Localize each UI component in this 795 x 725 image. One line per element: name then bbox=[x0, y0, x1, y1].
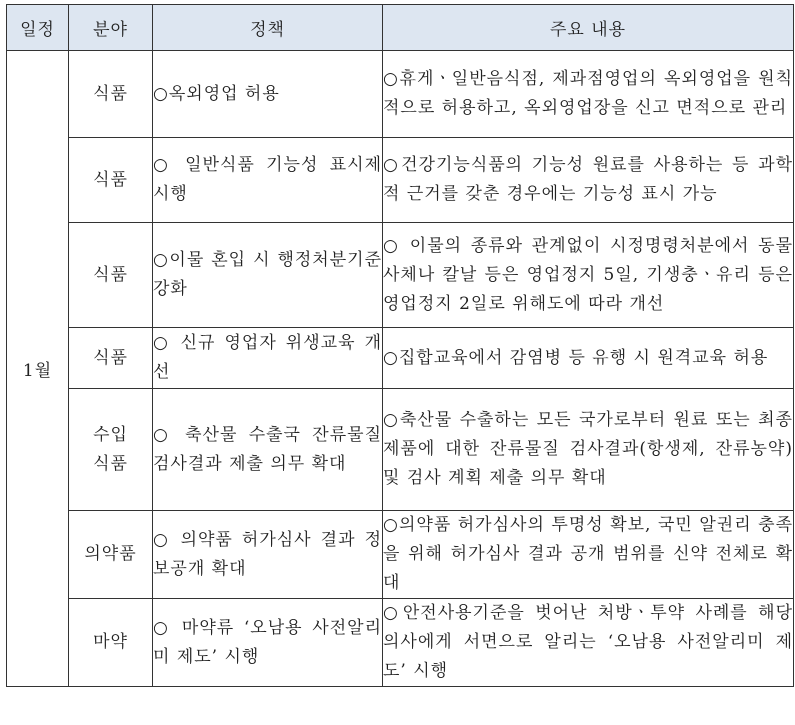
month-cell: 1월 bbox=[7, 51, 69, 687]
content-cell bbox=[383, 223, 794, 328]
field-cell: 식품 bbox=[69, 138, 153, 223]
policy-cell bbox=[153, 223, 383, 328]
content-cell bbox=[383, 51, 794, 138]
content-cell bbox=[383, 389, 794, 511]
policy-schedule-table bbox=[6, 4, 794, 687]
header-content: 주요 내용 bbox=[383, 5, 794, 51]
content-text: 이물의 종류와 관계없이 시정명령처분에서 동물 사체나 칼날 등은 영업정지 5일, 기생충ㆍ유리 등은 영업정지 2일로 위해도에 따라 개선 bbox=[383, 235, 793, 314]
table-row bbox=[7, 223, 794, 328]
bullet-mark: ○ bbox=[153, 333, 172, 353]
bullet-mark: ○ bbox=[383, 410, 400, 430]
field-cell: 식품 bbox=[69, 51, 153, 138]
bullet-mark: ○ bbox=[153, 529, 172, 550]
policy-text: 의약품 허가심사 결과 정보공개 확대 bbox=[153, 529, 382, 579]
content-cell bbox=[383, 511, 794, 599]
table-row bbox=[7, 328, 794, 389]
table-row bbox=[7, 389, 794, 511]
policy-text: 신규 영업자 위생교육 개선 bbox=[153, 333, 382, 382]
field-cell: 식품 bbox=[69, 223, 153, 328]
field-cell: 의약품 bbox=[69, 511, 153, 599]
field-cell: 수입 식품 bbox=[69, 389, 153, 511]
header-field: 분야 bbox=[69, 5, 153, 51]
content-text: 의약품 허가심사의 투명성 확보, 국민 알권리 충족을 위해 허가심사 결과 공개 범위를 신약 전체로 확대 bbox=[383, 515, 793, 593]
bullet-mark: ○ bbox=[153, 617, 173, 638]
field-cell: 식품 bbox=[69, 328, 153, 389]
table-row bbox=[7, 138, 794, 223]
bullet-mark: ○ bbox=[383, 347, 399, 368]
policy-text: 일반식품 기능성 표시제 시행 bbox=[153, 155, 382, 204]
bullet-mark: ○ bbox=[383, 235, 402, 256]
table-row bbox=[7, 511, 794, 599]
bullet-mark: ○ bbox=[383, 515, 399, 535]
bullet-mark: ○ bbox=[383, 155, 402, 175]
header-row bbox=[7, 5, 794, 51]
policy-cell bbox=[153, 328, 383, 389]
content-text: 건강기능식품의 기능성 원료를 사용하는 등 과학적 근거를 갖춘 경우에는 기능성 표시 가능 bbox=[383, 155, 793, 204]
content-cell bbox=[383, 328, 794, 389]
table-row bbox=[7, 599, 794, 687]
content-text: 휴게ㆍ일반음식점, 제과점영업의 옥외영업을 원칙적으로 허용하고, 옥외영업장을 신고 면적으로 관리 bbox=[383, 69, 793, 118]
content-text: 집합교육에서 감염병 등 유행 시 원격교육 허용 bbox=[398, 347, 769, 368]
policy-text: 옥외영업 허용 bbox=[168, 83, 280, 104]
policy-cell bbox=[153, 138, 383, 223]
policy-cell bbox=[153, 511, 383, 599]
field-cell: 마약 bbox=[69, 599, 153, 687]
bullet-mark: ○ bbox=[153, 424, 174, 445]
policy-cell bbox=[153, 599, 383, 687]
bullet-mark: ○ bbox=[383, 69, 400, 89]
policy-text: 축산물 수출국 잔류물질 검사결과 제출 의무 확대 bbox=[153, 424, 382, 474]
header-policy: 정책 bbox=[153, 5, 383, 51]
content-text: 안전사용기준을 벗어난 처방ㆍ투약 사례를 해당 의사에게 서면으로 알리는 ‘오남용 사전알리미 제도’ 시행 bbox=[383, 603, 793, 681]
bullet-mark: ○ bbox=[153, 83, 169, 104]
bullet-mark: ○ bbox=[153, 155, 174, 175]
policy-text: 이물 혼입 시 행정처분기준 강화 bbox=[153, 250, 382, 299]
header-schedule: 일정 bbox=[7, 5, 69, 51]
bullet-mark: ○ bbox=[383, 603, 403, 623]
table-row bbox=[7, 51, 794, 138]
bullet-mark: ○ bbox=[153, 250, 170, 270]
policy-cell bbox=[153, 389, 383, 511]
policy-cell bbox=[153, 51, 383, 138]
content-cell bbox=[383, 138, 794, 223]
policy-text: 마약류 ‘오남용 사전알리미 제도’ 시행 bbox=[153, 617, 382, 667]
content-text: 축산물 수출하는 모든 국가로부터 원료 또는 최종 제품에 대한 잔류물질 검사결과(항생제, 잔류농약) 및 검사 계획 제출 의무 확대 bbox=[383, 410, 793, 488]
content-cell bbox=[383, 599, 794, 687]
